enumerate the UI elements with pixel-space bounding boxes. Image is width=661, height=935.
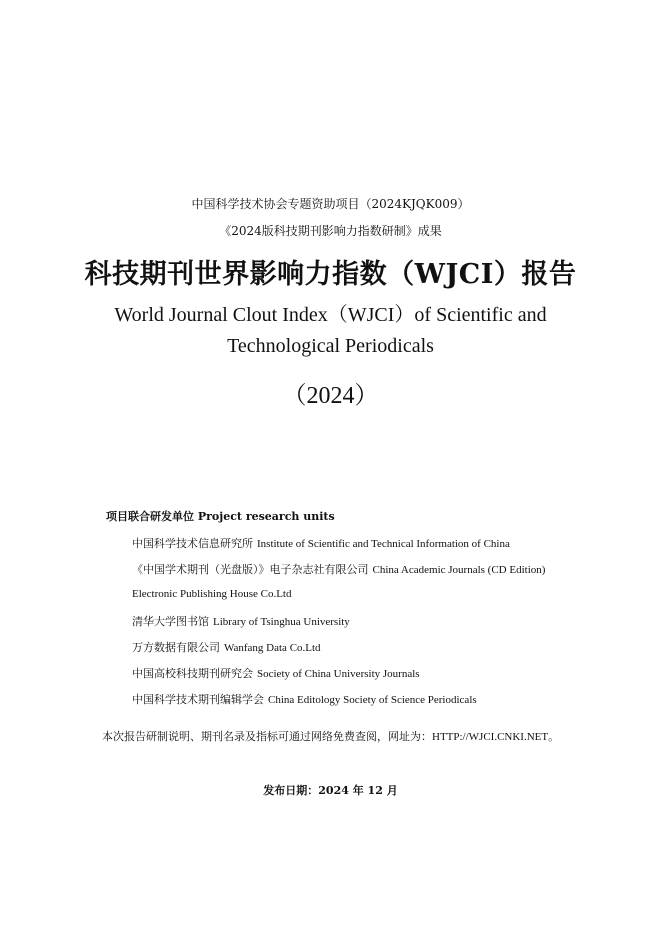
unit-item bbox=[132, 691, 477, 707]
unit-item bbox=[132, 561, 545, 577]
unit-name-cn: 万方数据有限公司 bbox=[132, 641, 220, 654]
unit-name-en: Society of China University Journals bbox=[257, 668, 420, 680]
title-english-line-1: World Journal Clout Index（WJCI）of Scientific and bbox=[114, 304, 547, 326]
funding-line-1: 中国科学技术协会专题资助项目（2024KJQK009） bbox=[191, 197, 470, 211]
unit-name-cn: 清华大学图书馆 bbox=[132, 615, 209, 628]
website-note-end: 。 bbox=[548, 730, 560, 743]
unit-name-en: Wanfang Data Co.Ltd bbox=[224, 642, 321, 654]
release-date: 发布日期：2024 年 12 月 bbox=[263, 784, 398, 797]
unit-item-continuation bbox=[132, 587, 291, 600]
units-heading: 项目联合研发单位 Project research units bbox=[106, 510, 335, 523]
funding-line-2: 《2024版科技期刊影响力指数研制》成果 bbox=[219, 224, 442, 238]
title-chinese: 科技期刊世界影响力指数（WJCI）报告 bbox=[84, 259, 577, 290]
unit-name-cn: 中国科学技术信息研究所 bbox=[132, 537, 253, 550]
unit-name-cn: 中国科学技术期刊编辑学会 bbox=[132, 693, 264, 706]
unit-name-en: China Academic Journals (CD Edition) bbox=[372, 564, 546, 576]
unit-name-en: Institute of Scientific and Technical Information of China bbox=[257, 538, 510, 550]
unit-item bbox=[132, 535, 510, 551]
unit-name-cn: 《中国学术期刊（光盘版）》电子杂志社有限公司 bbox=[132, 563, 369, 576]
unit-name-cn: 中国高校科技期刊研究会 bbox=[132, 667, 253, 680]
website-note-text: 本次报告研制说明、期刊名录及指标可通过网络免费查阅，网址为： bbox=[102, 730, 432, 743]
unit-name-en: China Editology Society of Science Periodicals bbox=[268, 694, 477, 706]
title-year: （2024） bbox=[282, 383, 379, 409]
unit-name-en: Electronic Publishing House Co.Ltd bbox=[132, 588, 292, 600]
unit-item bbox=[132, 639, 321, 655]
website-url: HTTP://WJCI.CNKI.NET bbox=[432, 731, 549, 743]
website-note bbox=[102, 728, 559, 744]
unit-name-en: Library of Tsinghua University bbox=[213, 616, 350, 628]
unit-item bbox=[132, 665, 420, 681]
unit-item bbox=[132, 613, 350, 629]
title-english-line-2: Technological Periodicals bbox=[227, 335, 434, 357]
